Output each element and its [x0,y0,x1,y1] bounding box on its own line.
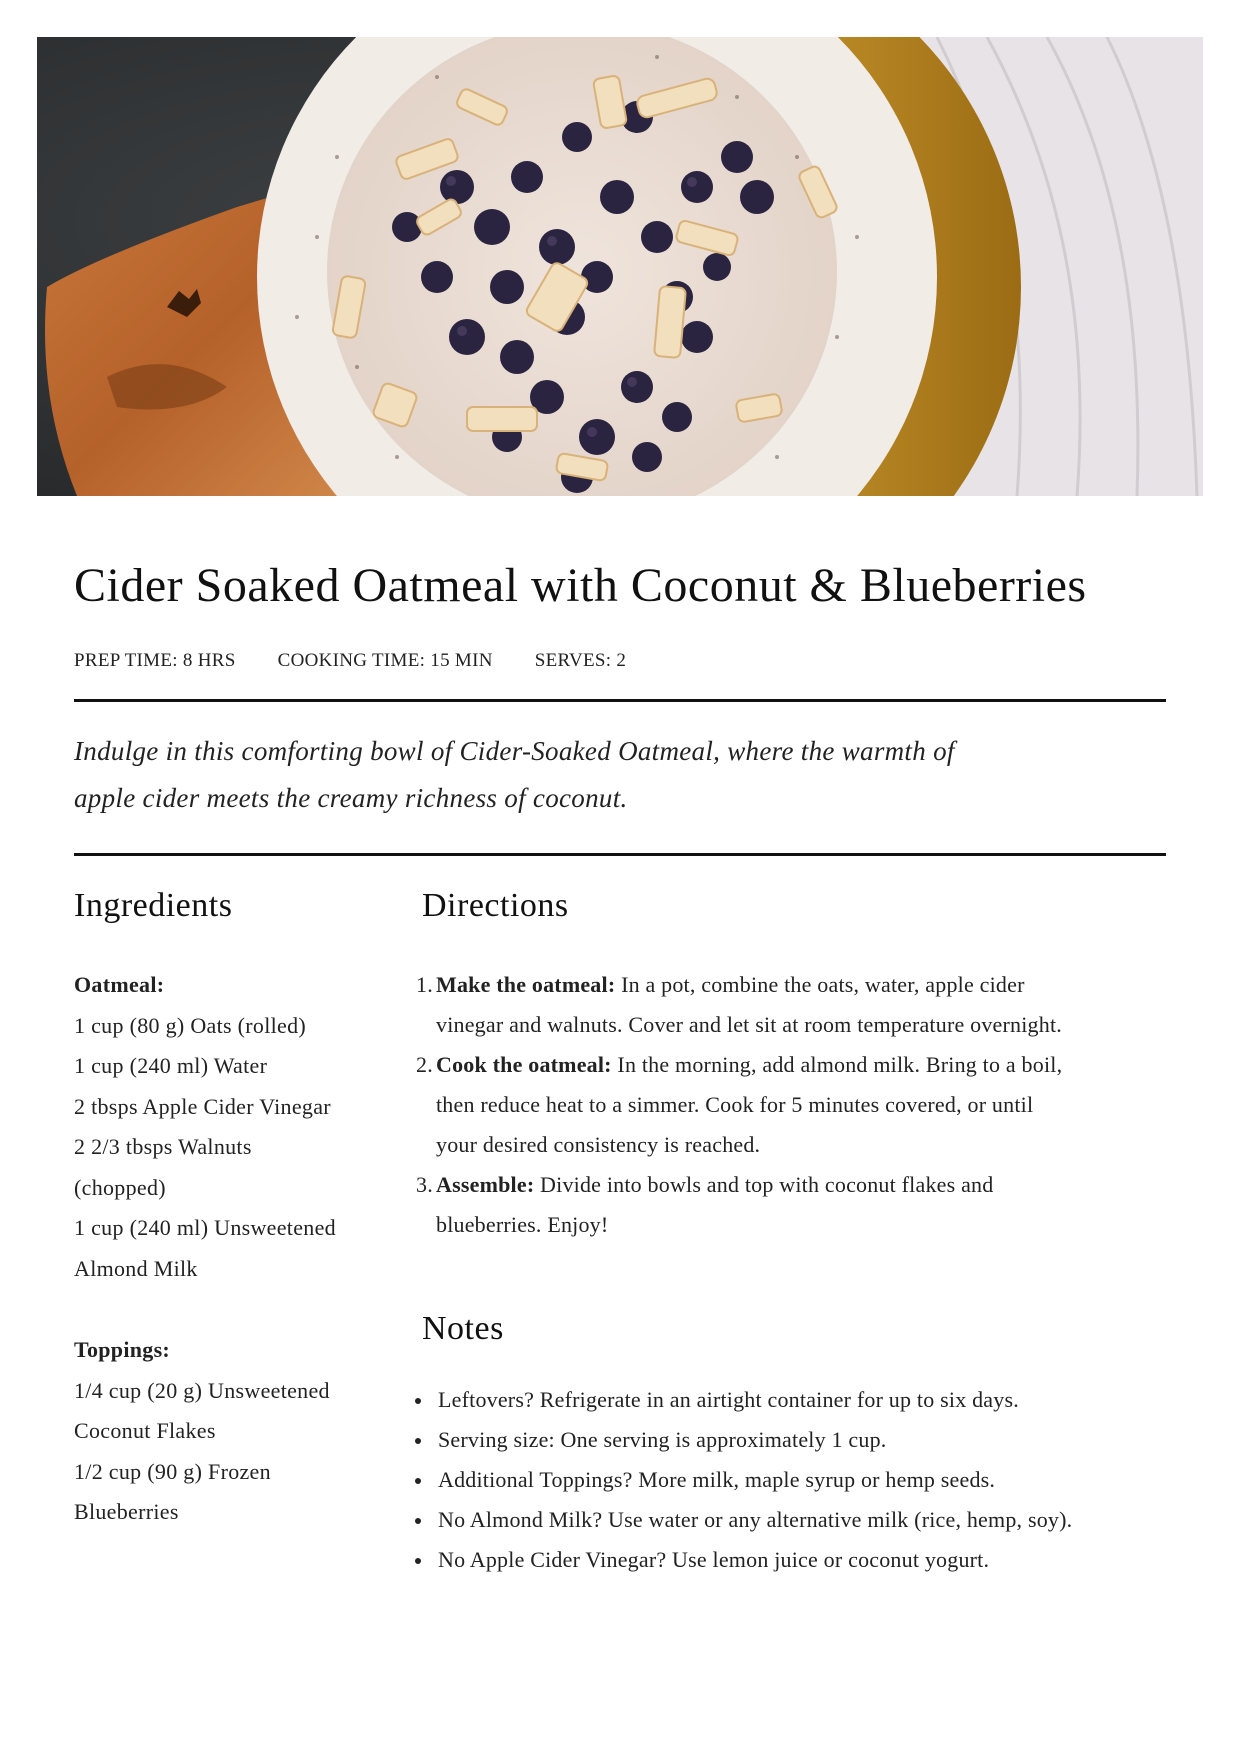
hero-image [37,37,1203,496]
step-text: Divide into bowls and top with coconut flakes and [540,1172,994,1197]
direction-step [412,965,1172,1045]
ingredient-line: 1/2 cup (90 g) Frozen [74,1458,271,1484]
ingredient-line: 1 cup (240 ml) Water [74,1053,268,1078]
notes-list [412,1380,1172,1580]
ingredient-line: 2 2/3 tbsps Walnuts [74,1134,252,1159]
ingredients-heading: Ingredients [74,887,233,924]
oatmeal-bowl-photo [37,37,1203,496]
ingredients-list [74,965,384,1533]
ingredient-line: 1 cup (80 g) Oats (rolled) [74,1012,307,1038]
step-title: Make the oatmeal: [436,972,616,997]
step-text: In the morning, add almond milk. Bring to a boil, [617,1052,1063,1077]
note-item: No Almond Milk? Use water or any alternative milk (rice, hemp, soy). [412,1500,1172,1540]
recipe-intro [74,728,1034,822]
cooking-time: COOKING TIME: 15 MIN [277,650,493,671]
group-spacer [74,1289,384,1330]
ingredient-line: Almond Milk [74,1255,198,1281]
ingredient-line: Coconut Flakes [74,1418,216,1443]
divider-top [74,699,1166,702]
serves: SERVES: 2 [534,650,627,671]
directions-heading: Directions [422,887,569,924]
step-text: In a pot, combine the oats, water, apple cider [621,972,1025,997]
step-title: Assemble: [436,1172,535,1197]
direction-step [412,1165,1172,1245]
step-text: your desired consistency is reached. [436,1132,761,1157]
ingredient-line: 2 tbsps Apple Cider Vinegar [74,1093,331,1119]
divider-bottom [74,853,1166,856]
step-text: then reduce heat to a simmer. Cook for 5 minutes covered, or until [436,1092,1034,1117]
toppings-group-label: Toppings: [74,1337,171,1362]
recipe-title: Cider Soaked Oatmeal with Coconut & Blueberries [74,559,1087,612]
step-text: blueberries. Enjoy! [436,1212,609,1237]
step-number: 3. [416,1172,433,1197]
step-text: vinegar and walnuts. Cover and let sit at room temperature overnight. [436,1012,1062,1037]
directions-list [412,965,1172,1245]
ingredient-line: Blueberries [74,1499,179,1524]
direction-step [412,1045,1172,1165]
note-item: No Apple Cider Vinegar? Use lemon juice or coconut yogurt. [412,1540,1172,1580]
note-item: Serving size: One serving is approximately 1 cup. [412,1420,1172,1460]
step-number: 2. [416,1052,433,1077]
intro-line: apple cider meets the creamy richness of coconut. [74,783,628,813]
step-number: 1. [416,972,433,997]
ingredient-line: 1/4 cup (20 g) Unsweetened [74,1377,330,1403]
note-item: Leftovers? Refrigerate in an airtight container for up to six days. [412,1380,1172,1420]
note-item: Additional Toppings? More milk, maple syrup or hemp seeds. [412,1460,1172,1500]
prep-time: PREP TIME: 8 HRS [74,650,236,671]
notes-heading: Notes [422,1310,504,1347]
ingredient-line: (chopped) [74,1174,166,1200]
step-title: Cook the oatmeal: [436,1052,612,1077]
ingredient-line: 1 cup (240 ml) Unsweetened [74,1215,336,1240]
oatmeal-group-label: Oatmeal: [74,972,165,997]
intro-line: Indulge in this comforting bowl of Cider-Soaked Oatmeal, where the warmth of [74,736,955,766]
recipe-meta [74,650,626,672]
